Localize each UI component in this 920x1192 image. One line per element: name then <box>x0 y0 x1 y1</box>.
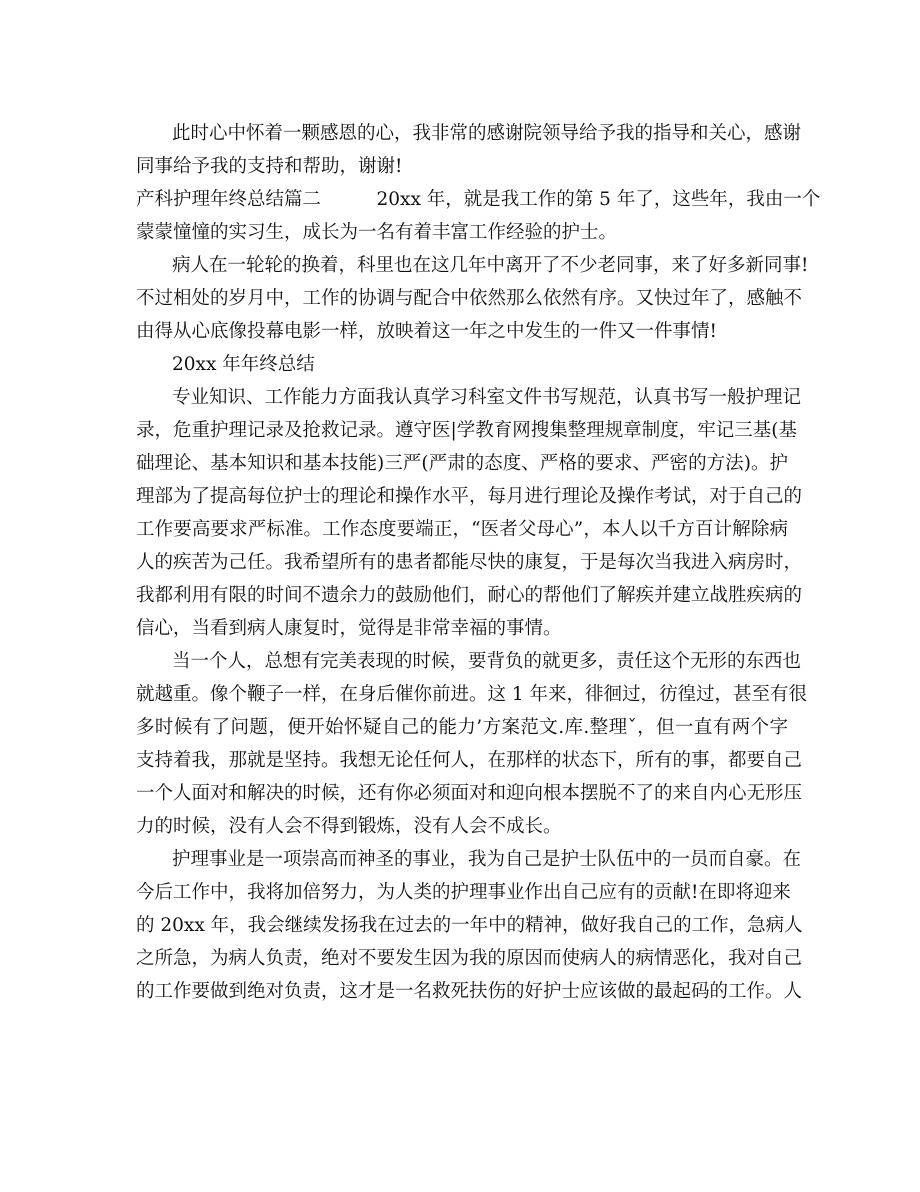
text-line: 支持着我，那就是坚持。我想无论任何人，在那样的状态下，所有的事，都要自己 <box>136 750 803 771</box>
text-line: 此时心中怀着一颗感恩的心，我非常的感谢院领导给予我的指导和关心，感谢 <box>172 123 802 144</box>
text-line: 专业知识、工作能力方面我认真学习科室文件书写规范，认真书写一般护理记 <box>172 387 802 408</box>
subheading: 20xx 年年终总结 <box>172 354 315 375</box>
paragraph-subheading <box>136 348 788 381</box>
text-line: 当一个人，总想有完美表现的时候，要背负的就更多，责任这个无形的东西也 <box>172 651 802 672</box>
text-line: 一个人面对和解决的时候，还有你必须面对和迎向根本摆脱不了的来自内心无形压 <box>136 783 803 804</box>
text-line: 工作要高要求严标准。工作态度要端正，“医者父母心”，本人以千方百计解除病 <box>136 519 788 540</box>
text-line: 今后工作中，我将加倍努力，为人类的护理事业作出自己应有的贡献!在即将迎来 <box>136 882 791 903</box>
paragraph-nursing-career <box>136 843 803 1008</box>
paragraph-gratitude <box>136 117 802 183</box>
paragraph-section-two-intro <box>136 183 821 249</box>
text-line: 护理事业是一项崇高而神圣的事业，我为自己是护士队伍中的一员而自豪。在 <box>172 849 802 870</box>
text-line: 力的时候，没有人会不得到锻炼，没有人会不成长。 <box>136 816 562 837</box>
text-line: 由得从心底像投幕电影一样，放映着这一年之中发生的一件又一件事情! <box>136 321 717 342</box>
paragraph-responsibility <box>136 645 808 843</box>
text-line: 人的疾苦为己任。我希望所有的患者都能尽快的康复，于是每次当我进入病房时， <box>136 552 803 573</box>
text-line: 础理论、基本知识和基本技能)三严(严肃的态度、严格的要求、严密的方法)。护 <box>136 453 788 474</box>
text-line: 多时候有了问题，便开始怀疑自己的能力’方案范文.库.整理ˇ，但一直有两个字 <box>136 717 788 738</box>
paragraph-patients <box>136 249 809 348</box>
text-line: 我都利用有限的时间不遗余力的鼓励他们，耐心的帮他们了解疾并建立战胜疾病的 <box>136 585 803 606</box>
text-line: 同事给予我的支持和帮助，谢谢! <box>136 156 403 177</box>
text-line: 理部为了提高每位护士的理论和操作水平，每月进行理论及操作考试，对于自己的 <box>136 486 803 507</box>
text-line: 不过相处的岁月中，工作的协调与配合中依然那么依然有序。又快过年了，感触不 <box>136 288 803 309</box>
text-line: 之所急，为病人负责，绝对不要发生因为我的原因而使病人的病情恶化，我对自己 <box>136 948 803 969</box>
paragraph-professional-knowledge <box>136 381 803 645</box>
text-line: 的 20xx 年，我会继续发扬我在过去的一年中的精神，做好我自己的工作，急病人 <box>136 915 803 936</box>
text-line: 的工作要做到绝对负责，这才是一名救死扶伤的好护士应该做的最起码的工作。人 <box>136 981 803 1002</box>
text-line: 就越重。像个鞭子一样，在身后催你前进。这 1 年来，徘徊过，彷徨过，甚至有很 <box>136 684 808 705</box>
text-line: 录，危重护理记录及抢救记录。遵守医|学教育网搜集整理规章制度，牢记三基(基 <box>136 420 797 441</box>
section-heading-line: 产科护理年终总结篇二 20xx 年，就是我工作的第 5 年了，这些年，我由一个 <box>136 189 821 210</box>
text-line: 蒙蒙憧憧的实习生，成长为一名有着丰富工作经验的护士。 <box>136 222 618 243</box>
document-page <box>136 117 821 1008</box>
text-line: 信心，当看到病人康复时，觉得是非常幸福的事情。 <box>136 618 562 639</box>
text-line: 病人在一轮轮的换着，科里也在这几年中离开了不少老同事，来了好多新同事! <box>172 255 809 276</box>
